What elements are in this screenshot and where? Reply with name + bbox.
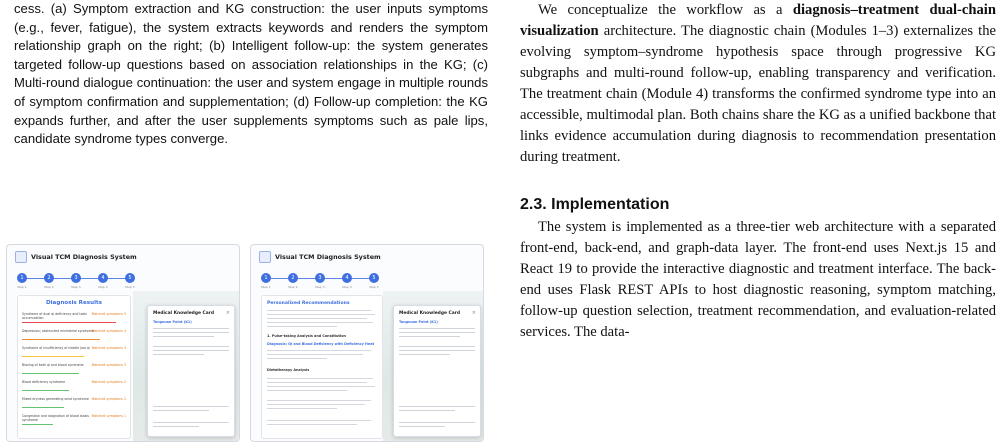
result-row[interactable] [22,312,126,324]
close-icon[interactable]: × [471,310,476,316]
step-progress [261,273,379,287]
knowledge-card-section: Tongxuan Point (K1) [399,320,438,324]
result-row[interactable] [22,397,126,409]
result-bar [22,407,64,409]
app-logo-icon [259,251,271,263]
caption-paragraph: cess. (a) Symptom extraction and KG construction: the user inputs symptoms (e.g., fever, fatigue), the system extracts keywords and renders the symptom relationship graph on the right; (b) Intelligent follow-up: the system generates targeted follow-up questions based on association relationships in the KG; (c) Multi-round dialogue continuation: the user and system engage in multiple rounds of symptom confirmation and supplementation; (d) Follow-up completion: the KG expands further, and after the user supplements symptoms such as pale lips, candidate syndrome types converge. [14,1,488,147]
result-match-tag: Matched symptoms 3 [91,346,126,350]
knowledge-card-section: Tongxuan Point (K1) [153,320,192,324]
screenshot-panel-recommendations [250,244,484,442]
figure-caption-text [14,0,488,149]
result-row[interactable] [22,363,126,375]
recommendation-subheading: 1. Pulse-taking Analysis and Constitution [267,334,346,338]
result-match-tag: Matched symptoms 2 [91,397,126,401]
body-text-column [520,0,996,343]
step-label: Step 4 [342,285,352,289]
step-label: Step 2 [44,285,54,289]
result-row[interactable] [22,380,126,392]
step-label: Step 1 [261,285,271,289]
app-logo-icon [15,251,27,263]
result-bar [22,424,53,426]
recommendations-title: Personalized Recommendations [267,301,350,306]
recommendation-subheading: Dietotherapy Analysis [267,368,310,372]
result-row[interactable] [22,329,126,341]
result-match-tag: Matched symptoms 5 [91,312,126,316]
step-dot[interactable]: 3 [71,273,81,283]
app-header [15,251,137,263]
result-match-tag: Matched symptoms 1 [91,414,126,418]
step-dot[interactable]: 4 [98,273,108,283]
step-progress [17,273,135,287]
result-syndrome-name: Blazing of both qi and blood syndrome [22,363,84,367]
result-match-tag: Matched symptoms 2 [91,380,126,384]
workflow-paragraph: We conceptualize the workflow as a diagnosis–treatment dual-chain visualization architecture. The diagnostic chain (Modules 1–3) externalizes the evolving symptom–syndrome hypothesis space through progressive KG subgraphs and multi-round follow-up, enabling transparency and verification. The treatment chain (Module 4) transforms the confirmed syndrome type into an accessible, multimodal plan. Both chains share the KG as a unified backbone that links evidence accumulation during diagnosis to recommendation presentation during treatment. [520,2,996,165]
knowledge-card [393,305,481,437]
result-syndrome-name: Depression; obstructed ministerial syndrome [22,329,94,333]
diagnosis-results-card [17,295,131,439]
step-label: Step 3 [315,285,325,289]
recommendation-subheading: Diagnosis: Qi and Blood Deficiency with Deficiency Heat [267,342,375,346]
implementation-paragraph: The system is implemented as a three-tier web architecture with a separated front-end, back-end, and graph-data layer. The front-end uses Next.js 15 and React 19 to provide the interactive diagnostic and treatment interface. The back-end uses Flask REST APIs to host diagnostic reasoning, symptom matching, follow-up question selection, treatment recommendation, and evaluation-related services. The data- [520,219,996,340]
step-dot[interactable]: 3 [315,273,325,283]
screenshot-panel-diagnosis-results [6,244,240,442]
section-heading: 2.3. Implementation [520,196,670,213]
step-label: Step 2 [288,285,298,289]
recommendations-card [261,295,383,439]
app-title: Visual TCM Diagnosis System [31,253,137,261]
app-title: Visual TCM Diagnosis System [275,253,381,261]
app-header [259,251,381,263]
result-syndrome-name: Blood deficiency syndrome [22,380,66,384]
result-bar [22,339,100,341]
emphasis-term: diagnosis–treatment dual-chain visualization [520,2,996,39]
step-label: Step 5 [125,285,135,289]
result-bar [22,373,79,375]
step-label: Step 1 [17,285,27,289]
result-syndrome-name: Syndrome of insufficiency of middle jiao qi [22,346,90,350]
step-dot[interactable]: 5 [125,273,135,283]
knowledge-card-title: Medical Knowledge Card [153,311,214,316]
step-label: Step 4 [98,285,108,289]
result-bar [22,390,69,392]
result-syndrome-name: Mixed dryness generating wind syndrome [22,397,89,401]
result-bar [22,356,84,358]
step-dot[interactable]: 1 [17,273,27,283]
step-dot[interactable]: 1 [261,273,271,283]
result-row[interactable] [22,414,126,426]
result-bar [22,322,116,324]
step-label: Step 5 [369,285,379,289]
result-match-tag: Matched symptoms 4 [91,329,126,333]
step-dot[interactable]: 2 [288,273,298,283]
step-label: Step 3 [71,285,81,289]
result-match-tag: Matched symptoms 3 [91,363,126,367]
figure-screenshots [6,244,486,440]
result-syndrome-name: Congestion and stagnation of blood stasis syndrome [22,414,89,422]
knowledge-card-title: Medical Knowledge Card [399,311,460,316]
knowledge-card [147,305,235,437]
result-syndrome-name: Syndrome of dual qi deficiency and toxin accumulation [22,312,88,320]
step-dot[interactable]: 4 [342,273,352,283]
step-dot[interactable]: 5 [369,273,379,283]
step-dot[interactable]: 2 [44,273,54,283]
close-icon[interactable]: × [225,310,230,316]
results-title: Diagnosis Results [45,300,103,306]
result-row[interactable] [22,346,126,358]
